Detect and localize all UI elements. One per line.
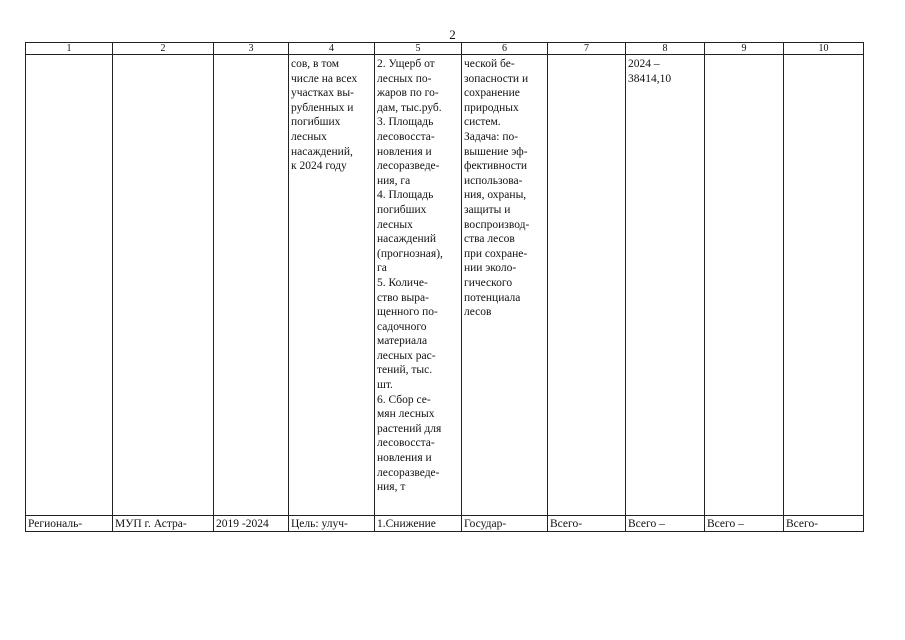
cell-text-line: Задача: по- [464, 130, 519, 143]
cell-text-line: шт. [377, 379, 393, 392]
cell-text-line: защиты и [464, 203, 511, 216]
cell-text-line: фективности [464, 160, 528, 173]
cell-text-line: зопасности и [464, 72, 529, 85]
cell-col2 [113, 55, 214, 516]
cell-text-line: лесовосста- [377, 130, 435, 143]
program-table [25, 42, 864, 532]
column-number: 6 [462, 43, 548, 55]
cell-total-9: Всего – [705, 516, 784, 532]
cell-col9 [705, 55, 784, 516]
cell-text-line: 3. Площадь [377, 116, 434, 129]
cell-text-line: использова- [464, 174, 523, 187]
column-number: 7 [548, 43, 626, 55]
cell-text-line: лесных [291, 130, 327, 143]
cell-text-line: новления и [377, 452, 432, 465]
cell-state-program: Государ- [462, 516, 548, 532]
column-number: 5 [375, 43, 462, 55]
column-number: 3 [214, 43, 289, 55]
cell-text-line: ства лесов [464, 233, 515, 246]
page-number: 2 [449, 27, 456, 42]
cell-text-line: к 2024 году [291, 160, 347, 173]
column-number: 1 [26, 43, 113, 55]
cell-text-line: потенциала [464, 291, 521, 304]
cell-period: 2019 -2024 [214, 516, 289, 532]
cell-program-name: Региональ- [26, 516, 113, 532]
cell-text-line: дам, тыс.руб. [377, 101, 442, 114]
cell-text-line: при сохране- [464, 247, 528, 260]
cell-text-line: лесоразведе- [377, 160, 440, 173]
cell-indicators: 1.Снижение [375, 516, 462, 532]
cell-text-line: систем. [464, 116, 501, 129]
cell-col7 [548, 55, 626, 516]
cell-text-line: тений, тыс. [377, 364, 433, 377]
cell-text-line: сохранение [464, 87, 520, 100]
cell-text-line: числе на всех [291, 72, 358, 85]
cell-col4-target [289, 55, 375, 516]
cell-text-line: лесов [464, 306, 492, 319]
cell-text-line: насаждений [377, 233, 436, 246]
cell-text-line: лесоразведе- [377, 466, 440, 479]
table-row [26, 55, 864, 516]
table-row [26, 516, 864, 532]
column-number: 4 [289, 43, 375, 55]
cell-col3 [214, 55, 289, 516]
cell-text-line: сов, в том [291, 58, 340, 70]
cell-text-line: садочного [377, 320, 427, 333]
cell-text-line: ческой бе- [464, 58, 515, 70]
cell-executor: МУП г. Астра- [113, 516, 214, 532]
cell-text-line: природных [464, 101, 519, 114]
cell-text-line: участках вы- [291, 87, 354, 100]
cell-goal: Цель: улуч- [289, 516, 375, 532]
cell-text-line: новления и [377, 145, 432, 158]
cell-text-line: жаров по го- [377, 87, 439, 100]
column-number: 9 [705, 43, 784, 55]
cell-col8-funding [626, 55, 705, 516]
cell-text-line: 2. Ущерб от [377, 58, 435, 70]
cell-text-line: лесных по- [377, 72, 432, 85]
cell-text-line: погибших [291, 116, 341, 129]
column-number-row [26, 43, 864, 55]
cell-text-line: мян лесных [377, 408, 435, 421]
cell-text-line: ния, охраны, [464, 189, 527, 202]
column-number: 2 [113, 43, 214, 55]
column-number: 8 [626, 43, 705, 55]
cell-text-line: 5. Количе- [377, 276, 428, 289]
cell-text-line: вышение эф- [464, 145, 528, 158]
cell-text-line: погибших [377, 203, 427, 216]
cell-text-line: материала [377, 335, 428, 348]
cell-text-line: 6. Сбор се- [377, 393, 431, 406]
cell-col10 [784, 55, 864, 516]
cell-col5-indicators [375, 55, 462, 516]
cell-col1 [26, 55, 113, 516]
cell-text-line: гического [464, 276, 513, 289]
cell-total-10: Всего- [784, 516, 864, 532]
cell-text-line: воспроизвод- [464, 218, 530, 231]
cell-text-line: лесных рас- [377, 349, 436, 362]
column-number: 10 [784, 43, 864, 55]
cell-text-line: га [377, 262, 387, 275]
cell-col6-goal [462, 55, 548, 516]
cell-text-line: лесовосста- [377, 437, 435, 450]
cell-total-8: Всего – [626, 516, 705, 532]
cell-text-line: щенного по- [377, 306, 438, 319]
cell-text-line: 38414,10 [628, 72, 672, 85]
cell-text-line: насаждений, [291, 145, 353, 158]
cell-text-line: рубленных и [291, 101, 354, 114]
cell-text-line: ния, га [377, 174, 411, 187]
cell-text-line: нии эколо- [464, 262, 517, 275]
cell-text-line: растений для [377, 422, 442, 435]
cell-text-line: (прогнозная), [377, 247, 443, 260]
cell-text-line: 4. Площадь [377, 189, 434, 202]
cell-text-line: лесных [377, 218, 413, 231]
cell-text-line: ния, т [377, 481, 406, 494]
cell-text-line: ство выра- [377, 291, 429, 304]
cell-text-line: 2024 – [628, 58, 660, 70]
cell-total-7: Всего- [548, 516, 626, 532]
